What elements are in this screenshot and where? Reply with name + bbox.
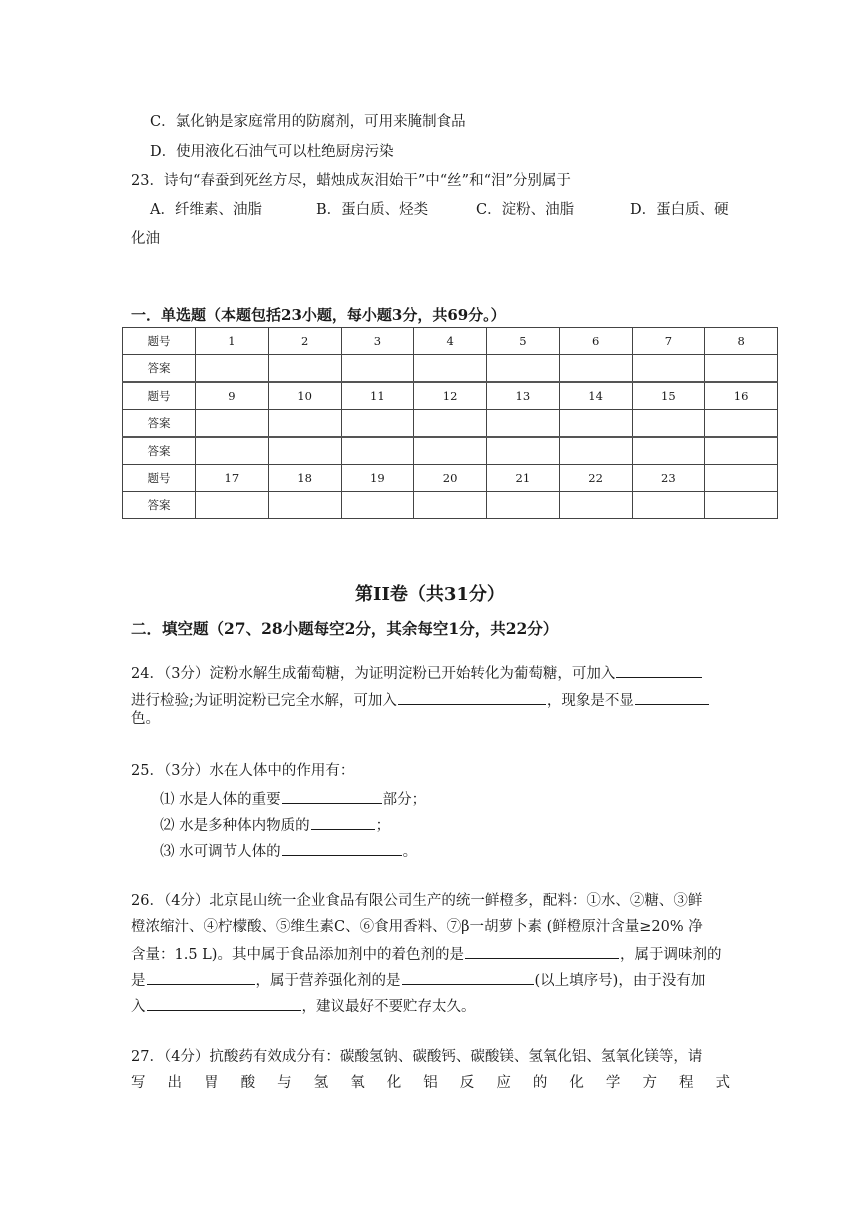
- question-number-cell: 10: [268, 382, 341, 410]
- section2-heading: 二．填空题（27、28小题每空2分，其余每空1分，共22分）: [131, 619, 559, 638]
- answer-cell[interactable]: [487, 355, 560, 383]
- answer-cell[interactable]: [487, 437, 560, 465]
- q27-char: 写: [131, 1075, 146, 1091]
- question-number-cell: 23: [632, 465, 705, 492]
- row-label-answer: 答案: [123, 355, 196, 383]
- answer-cell[interactable]: [559, 410, 632, 438]
- q26-text: 含量：1.5 L)。其中属于食品添加剂中的着色剂的是: [131, 947, 464, 963]
- q22-option-d: D．使用液化石油气可以杜绝厨房污染: [150, 144, 394, 160]
- row-label-answer: 答案: [123, 437, 196, 465]
- q26-text: ，属于营养强化剂的是: [255, 973, 401, 989]
- question-number-cell: 15: [632, 382, 705, 410]
- answer-cell[interactable]: [414, 437, 487, 465]
- q23-option-a: A．纤维素、油脂: [150, 202, 262, 218]
- answer-cell[interactable]: [559, 492, 632, 519]
- q25-text: 部分；: [382, 792, 427, 808]
- q27-char: 出: [167, 1075, 183, 1091]
- q26-text: (以上填序号)，由于没有加: [534, 973, 706, 989]
- q25-item-3: [160, 840, 417, 862]
- answer-cell[interactable]: [414, 410, 487, 438]
- answer-cell[interactable]: [559, 437, 632, 465]
- q24-blank-3[interactable]: [635, 689, 709, 705]
- answer-cell[interactable]: [559, 355, 632, 383]
- q25-item-1: [160, 788, 426, 810]
- q27-line-2: [131, 1073, 730, 1093]
- question-number-cell: 12: [414, 382, 487, 410]
- q27-char: 氧: [350, 1075, 365, 1091]
- q24-blank-2[interactable]: [398, 689, 546, 705]
- q26-text: 是: [131, 973, 146, 989]
- q26-text: 入: [131, 999, 146, 1015]
- q27-char: 氢: [313, 1075, 329, 1091]
- q25-text: 。: [402, 844, 418, 860]
- answer-cell[interactable]: [341, 355, 414, 383]
- question-number-cell: 14: [559, 382, 632, 410]
- answer-cell[interactable]: [341, 492, 414, 519]
- answer-cell[interactable]: [414, 492, 487, 519]
- q25-text: ⑵ 水是多种体内物质的: [160, 818, 310, 834]
- q27-char: 化: [386, 1075, 402, 1091]
- question-number-cell: 16: [705, 382, 778, 410]
- answer-cell[interactable]: [341, 437, 414, 465]
- q26-blank-2[interactable]: [147, 969, 255, 985]
- q27-char: 程: [678, 1075, 694, 1091]
- answer-cell[interactable]: [705, 492, 778, 519]
- answer-cell[interactable]: [341, 410, 414, 438]
- answer-cell[interactable]: [632, 410, 705, 438]
- question-number-cell: 3: [341, 328, 414, 355]
- q25-text: ⑴ 水是人体的重要: [160, 792, 281, 808]
- q23-option-b: B．蛋白质、烃类: [316, 202, 429, 218]
- answer-cell[interactable]: [487, 492, 560, 519]
- q26-line-3: [131, 943, 721, 965]
- question-number-cell: 1: [196, 328, 269, 355]
- q26-line-5: [131, 995, 476, 1017]
- answer-cell[interactable]: [632, 437, 705, 465]
- answer-cell[interactable]: [196, 355, 269, 383]
- answer-cell[interactable]: [414, 355, 487, 383]
- question-number-cell: 9: [196, 382, 269, 410]
- question-number-cell: 17: [196, 465, 269, 492]
- q25-blank-2[interactable]: [311, 814, 375, 830]
- answer-cell[interactable]: [705, 410, 778, 438]
- q25-stem: 25．（3分）水在人体中的作用有：: [131, 763, 355, 779]
- table-row: [123, 437, 778, 465]
- answer-cell[interactable]: [632, 355, 705, 383]
- q27-char: 胃: [204, 1075, 219, 1091]
- table-row: [123, 465, 778, 492]
- q26-line-2: 橙浓缩汁、④柠檬酸、⑤维生素C、⑥食用香料、⑦β一胡萝卜素 (鲜橙原汁含量≥20% 净: [131, 919, 703, 935]
- q25-text: ⑶ 水可调节人体的: [160, 844, 281, 860]
- table-row: [123, 328, 778, 355]
- question-number-cell: 7: [632, 328, 705, 355]
- q27-char: 反: [459, 1075, 475, 1091]
- q23-option-d-continued: 化油: [131, 231, 160, 247]
- q27-char: 与: [277, 1075, 292, 1091]
- row-label-number: 题号: [123, 328, 196, 355]
- q27-char: 应: [496, 1075, 511, 1091]
- q24-text: ，现象是不显: [546, 693, 634, 709]
- q24-line-3: 色。: [131, 711, 160, 727]
- question-number-cell: 21: [487, 465, 560, 492]
- answer-cell[interactable]: [196, 410, 269, 438]
- row-label-answer: 答案: [123, 410, 196, 438]
- row-label-answer: 答案: [123, 492, 196, 519]
- answer-table: [122, 327, 778, 519]
- question-number-cell: 18: [268, 465, 341, 492]
- q26-blank-3[interactable]: [402, 969, 534, 985]
- question-number-cell: 5: [487, 328, 560, 355]
- question-number-cell: 22: [559, 465, 632, 492]
- answer-cell[interactable]: [268, 437, 341, 465]
- answer-cell[interactable]: [705, 437, 778, 465]
- q23-option-c: C．淀粉、油脂: [476, 202, 575, 218]
- q26-line-4: [131, 969, 705, 991]
- question-number-cell: 6: [559, 328, 632, 355]
- question-number-cell: 11: [341, 382, 414, 410]
- question-number-cell: 4: [414, 328, 487, 355]
- table-row: [123, 382, 778, 410]
- answer-cell[interactable]: [268, 410, 341, 438]
- q24-text: 进行检验;为证明淀粉已完全水解，可加入: [131, 693, 397, 709]
- q27-char: 铝: [423, 1075, 438, 1091]
- answer-cell[interactable]: [268, 492, 341, 519]
- q27-char: 酸: [240, 1075, 256, 1091]
- q23-stem: 23．诗句“春蚕到死丝方尽，蜡烛成灰泪始干”中“丝”和“泪”分别属于: [131, 173, 571, 189]
- q27-char: 方: [642, 1075, 657, 1091]
- q27-char: 学: [605, 1075, 621, 1091]
- q27-line-1: 27．（4分）抗酸药有效成分有：碳酸氢钠、碳酸钙、碳酸镁、氢氧化铝、氢氧化镁等，请: [131, 1049, 703, 1065]
- answer-cell[interactable]: [705, 355, 778, 383]
- q25-blank-1[interactable]: [282, 788, 382, 804]
- table-row: [123, 355, 778, 383]
- q25-blank-3[interactable]: [282, 840, 402, 856]
- answer-cell[interactable]: [196, 492, 269, 519]
- q27-char: 式: [715, 1075, 730, 1091]
- row-label-number: 题号: [123, 382, 196, 410]
- q24-line-2: [131, 689, 710, 711]
- answer-cell[interactable]: [487, 410, 560, 438]
- question-number-cell: [705, 465, 778, 492]
- q26-text: ，建议最好不要贮存太久。: [301, 999, 476, 1015]
- q25-item-2: [160, 814, 390, 836]
- q26-blank-1[interactable]: [465, 943, 619, 959]
- q26-line-1: 26．（4分）北京昆山统一企业食品有限公司生产的统一鲜橙多，配料：①水、②糖、③鲜: [131, 893, 703, 909]
- question-number-cell: 20: [414, 465, 487, 492]
- section1-heading: 一．单选题（本题包括23小题，每小题3分，共69分。）: [131, 306, 506, 324]
- q22-option-c: C．氯化钠是家庭常用的防腐剂，可用来腌制食品: [150, 114, 466, 130]
- table-row: [123, 492, 778, 519]
- question-number-cell: 2: [268, 328, 341, 355]
- q25-text: ；: [375, 818, 391, 834]
- answer-cell[interactable]: [196, 437, 269, 465]
- q24-blank-1[interactable]: [616, 662, 702, 678]
- q24-line-1: [131, 662, 703, 684]
- q23-option-d: D．蛋白质、硬: [630, 202, 729, 218]
- part2-title: 第II卷（共31分）: [355, 584, 505, 605]
- question-number-cell: 13: [487, 382, 560, 410]
- question-number-cell: 19: [341, 465, 414, 492]
- q24-text: 24．（3分）淀粉水解生成葡萄糖，为证明淀粉已开始转化为葡萄糖，可加入: [131, 666, 616, 682]
- answer-cell[interactable]: [632, 492, 705, 519]
- row-label-number: 题号: [123, 465, 196, 492]
- answer-cell[interactable]: [268, 355, 341, 383]
- q26-text: ，属于调味剂的: [619, 947, 722, 963]
- table-row: [123, 410, 778, 438]
- q26-blank-4[interactable]: [147, 995, 301, 1011]
- question-number-cell: 8: [705, 328, 778, 355]
- q27-char: 的: [532, 1075, 548, 1091]
- q27-char: 化: [569, 1075, 584, 1091]
